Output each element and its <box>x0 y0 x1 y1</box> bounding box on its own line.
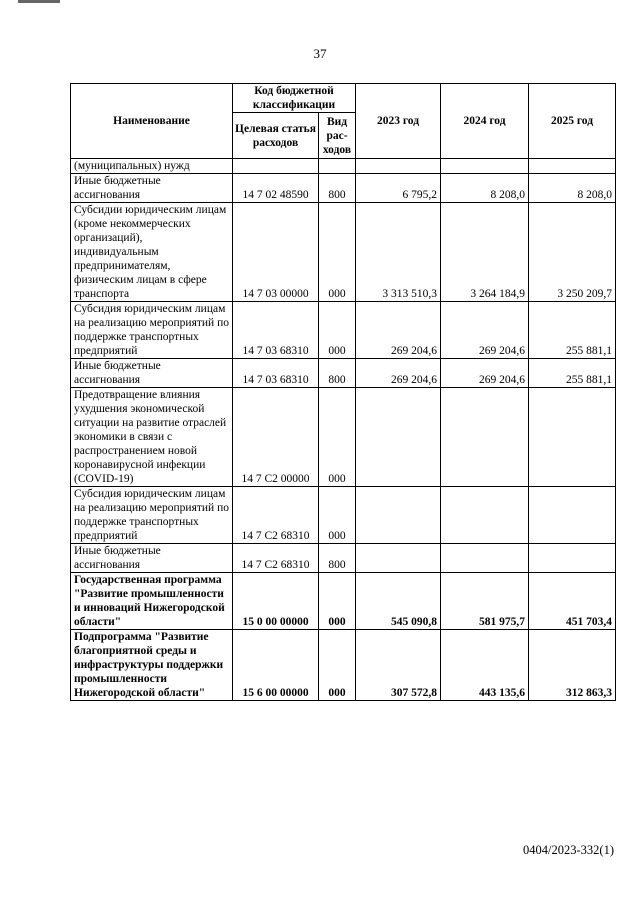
row-value-2023: 545 090,8 <box>356 573 441 630</box>
row-expense-type: 000 <box>319 630 356 701</box>
document-code: 0404/2023-332(1) <box>523 843 614 857</box>
table-row <box>71 544 616 573</box>
row-value-2025: 255 881,1 <box>529 302 616 359</box>
table-row <box>71 359 616 388</box>
row-target-article: 14 7 C2 68310 <box>233 544 319 573</box>
row-target-article: 14 7 03 68310 <box>233 359 319 388</box>
row-target-article: 14 7 03 00000 <box>233 203 319 302</box>
scan-mark <box>18 0 60 3</box>
table-row <box>71 159 616 174</box>
row-value-2024: 269 204,6 <box>441 359 529 388</box>
header-2024: 2024 год <box>441 84 529 159</box>
row-expense-type: 800 <box>319 359 356 388</box>
row-expense-type <box>319 159 356 174</box>
row-target-article: 14 7 03 68310 <box>233 302 319 359</box>
row-value-2023: 307 572,8 <box>356 630 441 701</box>
row-name: Иные бюджетные ассигнования <box>71 359 233 388</box>
page-number: 37 <box>313 46 327 61</box>
row-name: Иные бюджетные ассигнования <box>71 544 233 573</box>
row-name: Предотвращение влияния ухудшения экономической ситуации на развитие отраслей экономики в связи с распространением новой коронавирусной инфекции (COVID-19) <box>71 388 233 487</box>
row-value-2024 <box>441 544 529 573</box>
table-body <box>71 159 616 701</box>
header-expense-type: Вид рас-ходов <box>319 113 356 159</box>
row-value-2024: 8 208,0 <box>441 174 529 203</box>
row-value-2023 <box>356 544 441 573</box>
row-name: Субсидия юридическим лицам на реализацию мероприятий по поддержке транспортных предприятий <box>71 302 233 359</box>
row-value-2023 <box>356 388 441 487</box>
table-row <box>71 203 616 302</box>
table-row <box>71 487 616 544</box>
row-name: Государственная программа "Развитие промышленности и инноваций Нижегородской области" <box>71 573 233 630</box>
row-name: (муниципальных) нужд <box>71 159 233 174</box>
table-row <box>71 630 616 701</box>
row-value-2024 <box>441 487 529 544</box>
row-expense-type: 000 <box>319 388 356 487</box>
row-value-2023: 3 313 510,3 <box>356 203 441 302</box>
row-value-2023 <box>356 487 441 544</box>
header-2023: 2023 год <box>356 84 441 159</box>
header-target-article: Целевая статья расходов <box>233 113 319 159</box>
row-value-2024 <box>441 159 529 174</box>
row-value-2023: 269 204,6 <box>356 359 441 388</box>
row-value-2025 <box>529 388 616 487</box>
row-value-2024: 269 204,6 <box>441 302 529 359</box>
row-value-2025: 8 208,0 <box>529 174 616 203</box>
table-row <box>71 388 616 487</box>
budget-table <box>70 83 616 701</box>
row-value-2024: 3 264 184,9 <box>441 203 529 302</box>
row-expense-type: 000 <box>319 487 356 544</box>
table-row <box>71 174 616 203</box>
row-expense-type: 000 <box>319 302 356 359</box>
row-target-article: 14 7 C2 00000 <box>233 388 319 487</box>
table-row <box>71 302 616 359</box>
row-value-2024: 581 975,7 <box>441 573 529 630</box>
row-expense-type: 800 <box>319 174 356 203</box>
row-target-article: 15 6 00 00000 <box>233 630 319 701</box>
row-expense-type: 000 <box>319 203 356 302</box>
row-name: Подпрограмма "Развитие благоприятной среды и инфраструктуры поддержки промышленности Нижегородской области" <box>71 630 233 701</box>
row-target-article: 15 0 00 00000 <box>233 573 319 630</box>
row-value-2023: 6 795,2 <box>356 174 441 203</box>
row-value-2024: 443 135,6 <box>441 630 529 701</box>
row-name: Иные бюджетные ассигнования <box>71 174 233 203</box>
header-name: Наименование <box>71 84 233 159</box>
row-value-2025: 255 881,1 <box>529 359 616 388</box>
row-value-2023 <box>356 159 441 174</box>
header-code-group: Код бюджетной классификации <box>233 84 356 113</box>
row-value-2025 <box>529 487 616 544</box>
row-target-article: 14 7 C2 68310 <box>233 487 319 544</box>
row-value-2024 <box>441 388 529 487</box>
row-value-2025: 312 863,3 <box>529 630 616 701</box>
row-target-article: 14 7 02 48590 <box>233 174 319 203</box>
row-value-2025 <box>529 159 616 174</box>
row-expense-type: 000 <box>319 573 356 630</box>
header-2025: 2025 год <box>529 84 616 159</box>
row-value-2025 <box>529 544 616 573</box>
row-name: Субсидия юридическим лицам на реализацию мероприятий по поддержке транспортных предприятий <box>71 487 233 544</box>
row-value-2025: 451 703,4 <box>529 573 616 630</box>
row-target-article <box>233 159 319 174</box>
row-value-2023: 269 204,6 <box>356 302 441 359</box>
table-row <box>71 573 616 630</box>
row-value-2025: 3 250 209,7 <box>529 203 616 302</box>
row-name: Субсидии юридическим лицам (кроме некоммерческих организаций), индивидуальным предпринимателям, физическим лицам в сфере транспорта <box>71 203 233 302</box>
row-expense-type: 800 <box>319 544 356 573</box>
